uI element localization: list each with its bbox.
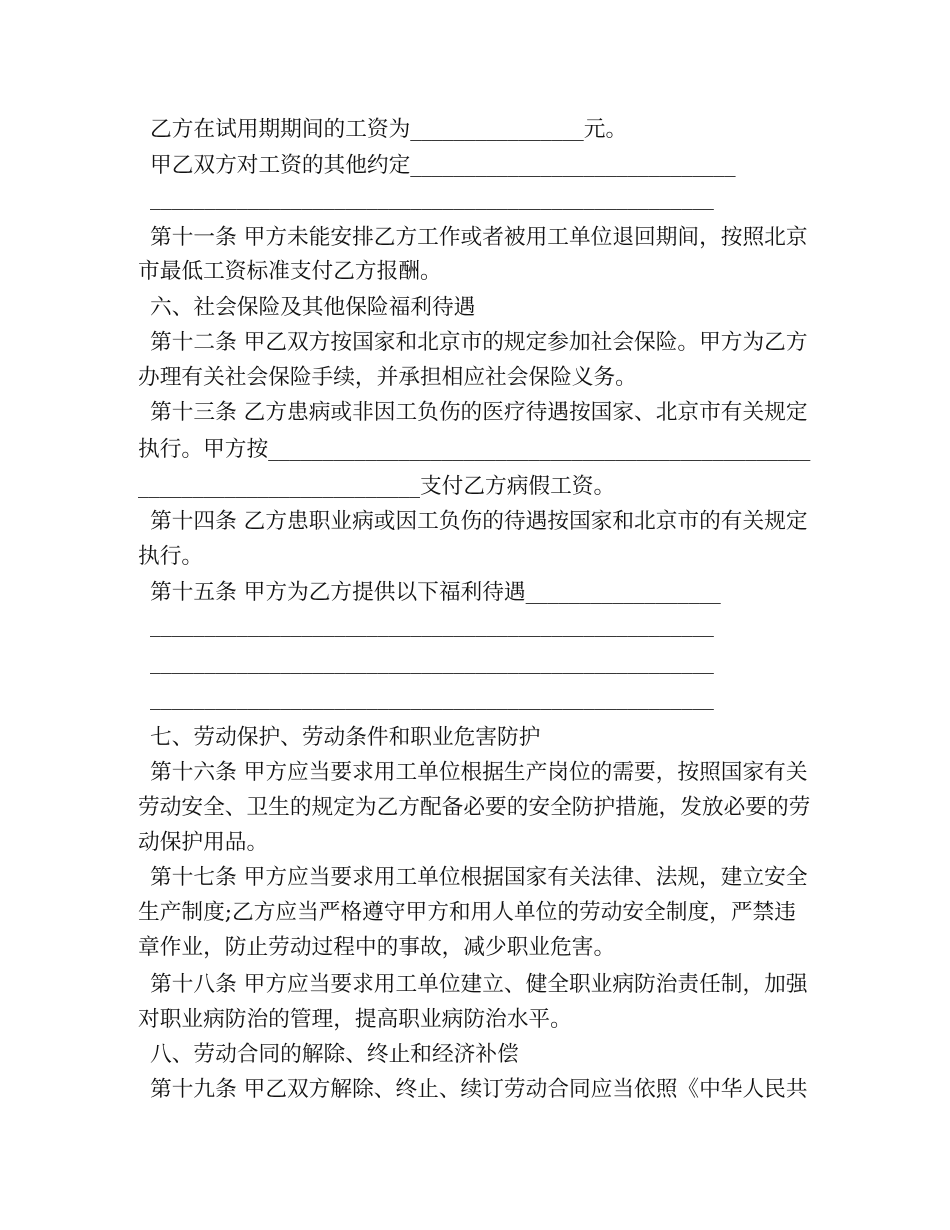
article-14-line: 第十四条 乙方患职业病或因工负伤的待遇按国家和北京市的有关规定: [150, 509, 808, 534]
article-13-line: 第十三条 乙方患病或非因工负伤的医疗待遇按国家、北京市有关规定: [150, 400, 808, 425]
section-heading: 七、劳动保护、劳动条件和职业危害防护: [150, 725, 541, 750]
blank-line: ____________________________________________________: [150, 650, 714, 675]
body-line: 执行。: [138, 544, 204, 569]
body-line: 章作业，防止劳动过程中的事故，减少职业危害。: [138, 935, 616, 960]
article-12-line: 第十二条 甲乙双方按国家和北京市的规定参加社会保险。甲方为乙方: [150, 330, 808, 355]
blank-line: ____________________________________________________: [150, 613, 714, 638]
body-line: 办理有关社会保险手续，并承担相应社会保险义务。: [138, 365, 637, 390]
body-line: 执行。甲方按__________________________________________________: [138, 437, 811, 462]
article-19-line: 第十九条 甲乙双方解除、终止、续订劳动合同应当依照《中华人民共: [150, 1077, 808, 1102]
section-heading: 八、劳动合同的解除、终止和经济补偿: [150, 1042, 519, 1067]
body-line: 甲乙双方对工资的其他约定______________________________: [150, 153, 736, 178]
article-11-line: 第十一条 甲方未能安排乙方工作或者被用工单位退回期间，按照北京: [150, 225, 808, 250]
body-line: 市最低工资标准支付乙方报酬。: [138, 259, 442, 284]
body-line: 生产制度;乙方应当严格遵守甲方和用人单位的劳动安全制度，严禁违: [138, 900, 796, 925]
body-line: __________________________支付乙方病假工资。: [138, 474, 616, 499]
body-line: 劳动安全、卫生的规定为乙方配备必要的安全防护措施，发放必要的劳: [138, 795, 811, 820]
body-line: 对职业病防治的管理，提高职业病防治水平。: [138, 1007, 572, 1032]
article-15-line: 第十五条 甲方为乙方提供以下福利待遇__________________: [150, 580, 721, 605]
section-heading: 六、社会保险及其他保险福利待遇: [150, 295, 476, 320]
blank-line: ____________________________________________________: [150, 686, 714, 711]
body-line: 动保护用品。: [138, 830, 269, 855]
article-16-line: 第十六条 甲方应当要求用工单位根据生产岗位的需要，按照国家有关: [150, 760, 808, 785]
article-18-line: 第十八条 甲方应当要求用工单位建立、健全职业病防治责任制，加强: [150, 972, 808, 997]
blank-line: ____________________________________________________: [150, 186, 714, 211]
body-line: 乙方在试用期期间的工资为________________元。: [150, 117, 628, 142]
article-17-line: 第十七条 甲方应当要求用工单位根据国家有关法律、法规，建立安全: [150, 865, 808, 890]
